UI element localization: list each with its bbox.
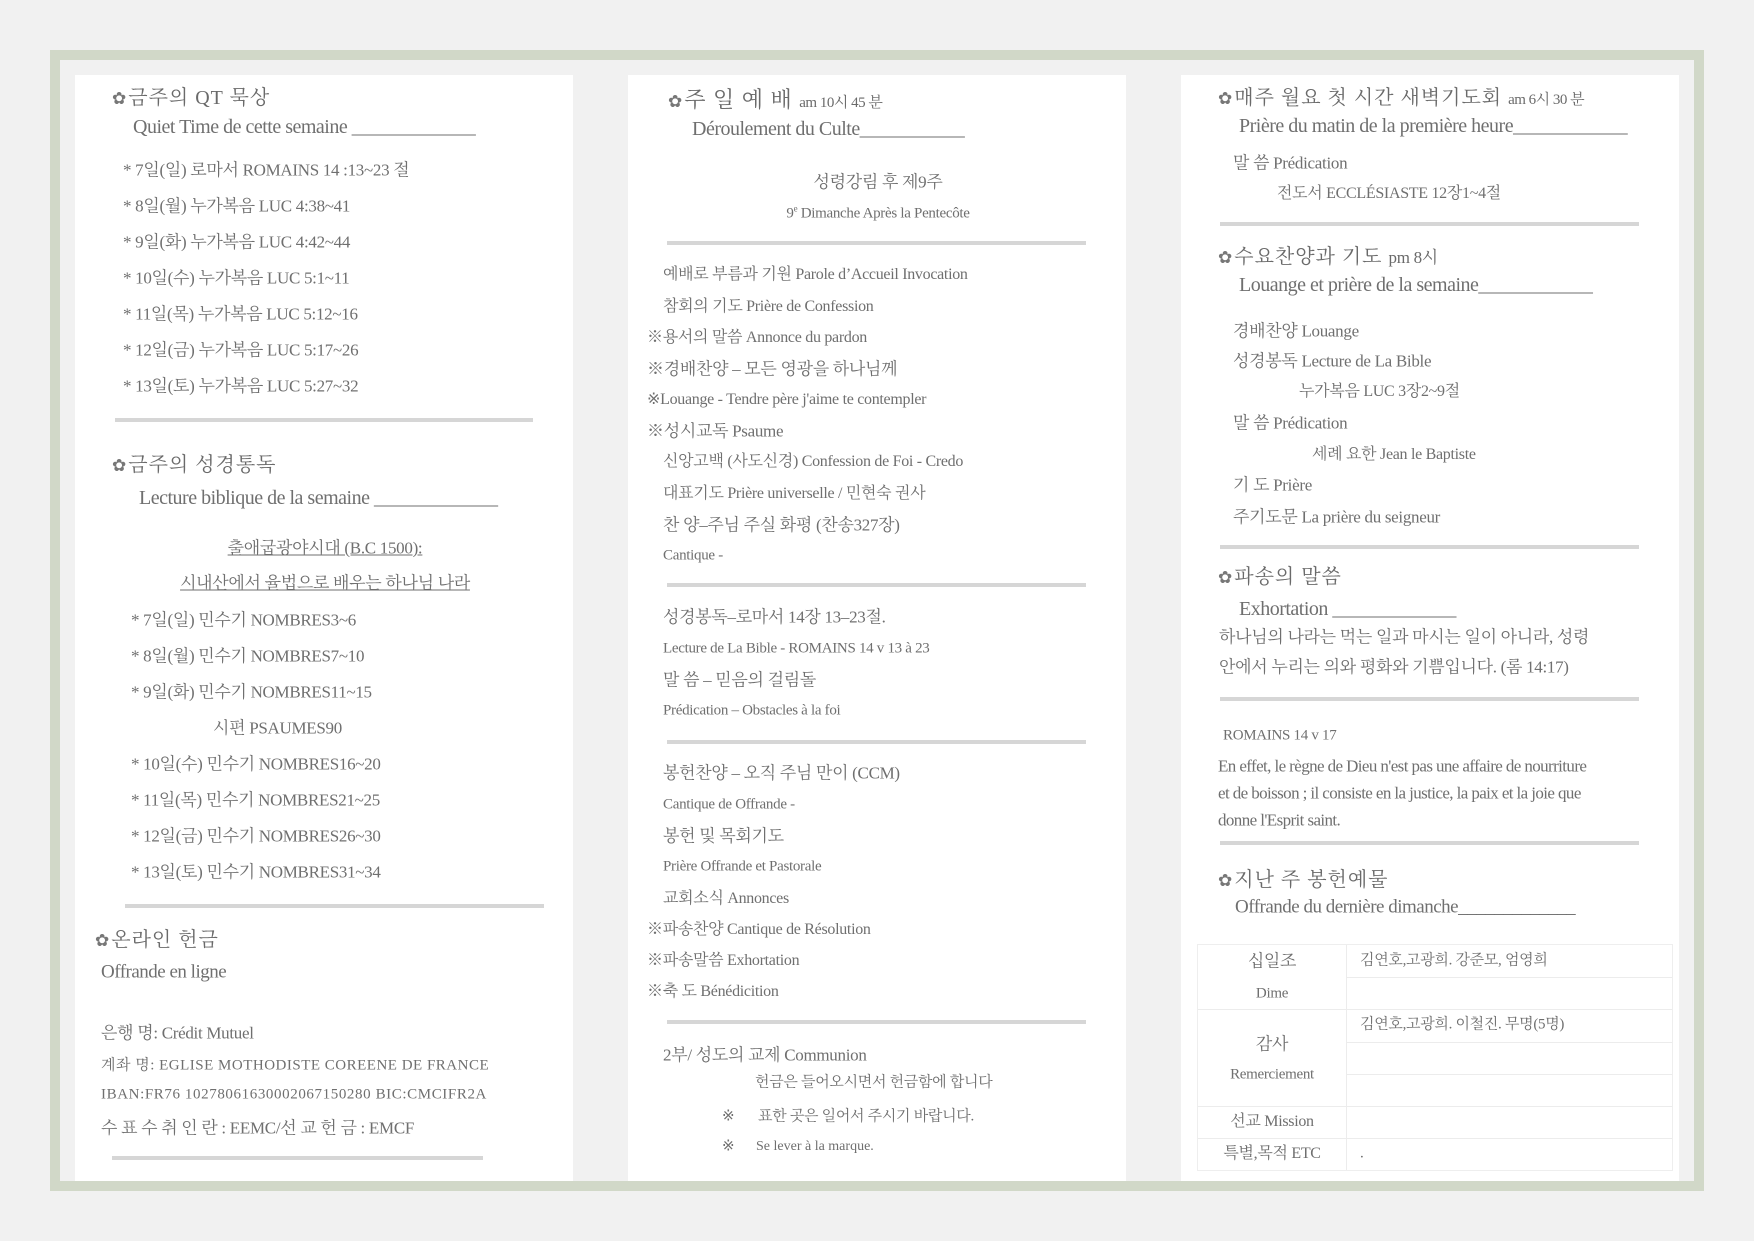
qt-item: * 13일(토) 누가복음 LUC 5:27~32 [123,376,359,396]
flower-icon: ✿ [1218,248,1234,267]
reading-item: * 7일(일) 민수기 NOMBRES3~6 [131,610,356,630]
verse-fr-reference: ROMAINS 14 v 17 [1223,727,1337,744]
qt-item: * 12일(금) 누가복음 LUC 5:17~26 [123,340,359,360]
qt-title [112,88,270,108]
offering-item: 봉헌 및 목회기도 [663,826,784,846]
flower-icon: ✿ [1218,871,1234,890]
flower-icon: ✿ [1218,568,1234,587]
verse-fr-line: donne l'Esprit saint. [1218,810,1341,830]
table-line [1346,977,1672,978]
reading-title [112,455,277,475]
table-line [1198,1106,1672,1107]
qt-item: * 10일(수) 누가복음 LUC 5:1~11 [123,268,350,288]
account-name: 계좌 명: EGLISE MOTHODISTE COREENE DE FRANCE [101,1057,490,1074]
verse-ko-line: 하나님의 나라는 먹는 일과 마시는 일이 아니라, 성령 [1219,627,1590,647]
order-item: Cantique - [663,547,723,564]
online-title-text: 온라인 헌금 [111,929,219,951]
order-item: 예배로 부름과 기원 Parole d’Accueil Invocation [663,266,968,283]
offerings-title [1218,870,1389,890]
service-title-text: 주 일 예 배 [684,87,793,112]
week-suffix: e [793,203,798,214]
offerings-title-text: 지난 주 봉헌예물 [1234,869,1389,891]
wednesday-item: 경배찬양 Louange [1233,321,1359,341]
reading-line: 성경봉독–로마서 14장 13–23절. [663,607,886,627]
qt-item: * 11일(목) 누가복음 LUC 5:12~16 [123,304,358,324]
reading-item: * 8일(월) 민수기 NOMBRES7~10 [131,646,365,666]
order-item: 참회의 기도 Prière de Confession [663,298,874,315]
cheque-payee: 수 표 수 취 인 란 : EEMC/선 교 헌 금 : EMCF [101,1118,415,1138]
reading-era-line1: 출애굽광야시대 (B.C 1500): [227,538,423,558]
special-value: . [1360,1145,1364,1162]
iban: IBAN:FR76 10278061630002067150280 BIC:CMCIFR2A [101,1086,487,1103]
thanks-label-fr: Remerciement [1230,1066,1314,1083]
table-line [1198,1138,1672,1139]
table-line [1198,1009,1672,1010]
wednesday-item: 기 도 Prière [1233,475,1312,495]
verse-fr-line: et de boisson ; il consiste en la justice, la paix et la joie que [1218,783,1581,803]
reading-item: * 11일(목) 민수기 NOMBRES21~25 [131,790,380,810]
qt-item: * 9일(화) 누가복음 LUC 4:42~44 [123,232,351,252]
liturgical-week-fr [786,205,969,222]
flower-icon: ✿ [112,456,128,475]
divider [112,1156,483,1160]
wednesday-item: 주기도문 La prière du seigneur [1233,507,1441,527]
exhortation-title-text: 파송의 말씀 [1234,566,1342,588]
flower-icon: ✿ [112,89,128,108]
communion-note: 헌금은 들어오시면서 헌금함에 합니다 [755,1074,993,1091]
offering-item: Prière Offrande et Pastorale [663,858,822,875]
online-title [95,930,219,950]
offering-item: ※축 도 Bénédicition [647,983,779,1000]
reading-title-text: 금주의 성경통독 [128,454,277,476]
order-item: 신앙고백 (사도신경) Confession de Foi - Credo [663,453,964,470]
order-item: ※용서의 말씀 Annonce du pardon [647,329,867,346]
wednesday-subtitle: Louange et prière de la semaine____________ [1239,274,1593,296]
verse-fr-line: En effet, le règne de Dieu n'est pas une affaire de nourriture [1218,756,1587,776]
offering-item: ※파송찬양 Cantique de Résolution [647,921,871,938]
reading-item: 시편 PSAUMES90 [213,718,342,738]
offering-item: ※파송말씀 Exhortation [647,952,800,969]
table-line [1346,1042,1672,1043]
table-line [1346,1074,1672,1075]
offerings-subtitle: Offrande du dernière dimanche_____________ [1235,896,1576,918]
thanks-value: 김연호,고광희. 이철진. 무명(5명) [1360,1016,1565,1033]
reading-era-line2: 시내산에서 율법으로 배우는 하나님 나라 [180,573,470,593]
week-number: 9 [786,205,794,222]
divider [667,1020,1086,1024]
qt-item: * 7일(일) 로마서 ROMAINS 14 :13~23 절 [123,160,410,180]
mission-label: 선교 Mission [1230,1113,1314,1130]
stand-mark: ※ [722,1108,735,1125]
offering-item: 교회소식 Annonces [663,890,789,907]
stand-mark: ※ [722,1138,735,1155]
tithe-label-ko: 십일조 [1247,951,1297,971]
reading-subtitle: Lecture biblique de la semaine _____________ [139,487,498,509]
qt-title-text: 금주의 QT 묵상 [128,87,271,109]
wednesday-item: 말 씀 Prédication [1233,413,1348,433]
liturgical-week-ko: 성령강림 후 제9주 [813,172,943,192]
wednesday-item: 누가복음 LUC 3장2~9절 [1299,383,1460,400]
divider [1220,841,1639,845]
order-item: ※경배찬양 – 모든 영광을 하나님께 [647,359,898,379]
dawn-time: am 6시 30 분 [1508,92,1585,108]
order-item: ※Louange - Tendre père j'aime te contempler [647,391,927,408]
wednesday-item: 성경봉독 Lecture de La Bible [1233,351,1432,371]
dawn-item: 전도서 ECCLÉSIASTE 12장1~4절 [1277,185,1501,202]
divider [667,583,1086,587]
wednesday-title-text: 수요찬양과 기도 [1234,246,1383,268]
flower-icon: ✿ [668,92,684,111]
divider [667,740,1086,744]
offering-item: Cantique de Offrande - [663,796,795,813]
dawn-item: 말 씀 Prédication [1233,153,1348,173]
service-subtitle: Déroulement du Culte___________ [692,118,965,140]
divider [1220,222,1639,226]
qt-subtitle: Quiet Time de cette semaine _____________ [133,116,476,138]
wednesday-time: pm 8시 [1388,248,1438,267]
wednesday-item: 세례 요한 Jean le Baptiste [1312,446,1476,463]
reading-item: * 9일(화) 민수기 NOMBRES11~15 [131,682,372,702]
stand-note-ko: 표한 곳은 일어서 주시기 바랍니다. [758,1108,974,1125]
thanks-label-ko: 감사 [1255,1034,1289,1054]
divider [1220,545,1639,549]
reading-item: * 13일(토) 민수기 NOMBRES31~34 [131,862,381,882]
flower-icon: ✿ [95,931,111,950]
flower-icon: ✿ [1218,89,1234,108]
sermon-title-fr: Prédication – Obstacles à la foi [663,702,841,719]
week-text: Dimanche Après la Pentecôte [797,205,970,222]
exhortation-subtitle: Exhortation _____________ [1239,598,1456,620]
dawn-title-text: 매주 월요 첫 시간 새벽기도회 [1234,87,1503,109]
communion-title: 2부/ 성도의 교제 Communion [663,1045,867,1065]
qt-item: * 8일(월) 누가복음 LUC 4:38~41 [123,196,351,216]
service-title [668,89,882,111]
offering-item: 봉헌찬양 – 오직 주님 만이 (CCM) [663,763,900,783]
reading-item: * 12일(금) 민수기 NOMBRES26~30 [131,826,381,846]
stand-note-fr: Se lever à la marque. [756,1139,874,1154]
reading-item: * 10일(수) 민수기 NOMBRES16~20 [131,754,381,774]
bank-name: 은행 명: Crédit Mutuel [101,1023,254,1043]
order-item: ※성시교독 Psaume [647,421,784,441]
dawn-subtitle: Prière du matin de la première heure____________ [1239,115,1628,137]
offerings-table [1197,944,1673,1171]
dawn-title [1218,88,1584,108]
wednesday-title [1218,247,1438,267]
order-item: 대표기도 Prière universelle / 민현숙 권사 [663,485,926,502]
service-time: am 10시 45 분 [799,95,883,111]
divider [115,418,533,422]
verse-ko-line: 안에서 누리는 의와 평화와 기쁨입니다. (롬 14:17) [1219,657,1569,677]
table-column-divider [1346,945,1347,1170]
tithe-value: 김연호,고광희. 강준모, 엄영희 [1360,952,1548,969]
order-item: 찬 양–주님 주실 화평 (찬송327장) [663,515,900,535]
online-subtitle: Offrande en ligne [101,961,227,983]
reading-line: Lecture de La Bible - ROMAINS 14 v 13 à 23 [663,640,930,657]
exhortation-title [1218,567,1342,587]
divider [1220,697,1639,701]
sermon-title: 말 씀 – 믿음의 걸림돌 [663,670,816,690]
divider [667,241,1086,245]
tithe-label-fr: Dime [1255,985,1289,1002]
special-label: 특별,목적 ETC [1223,1145,1321,1162]
divider [125,904,544,908]
